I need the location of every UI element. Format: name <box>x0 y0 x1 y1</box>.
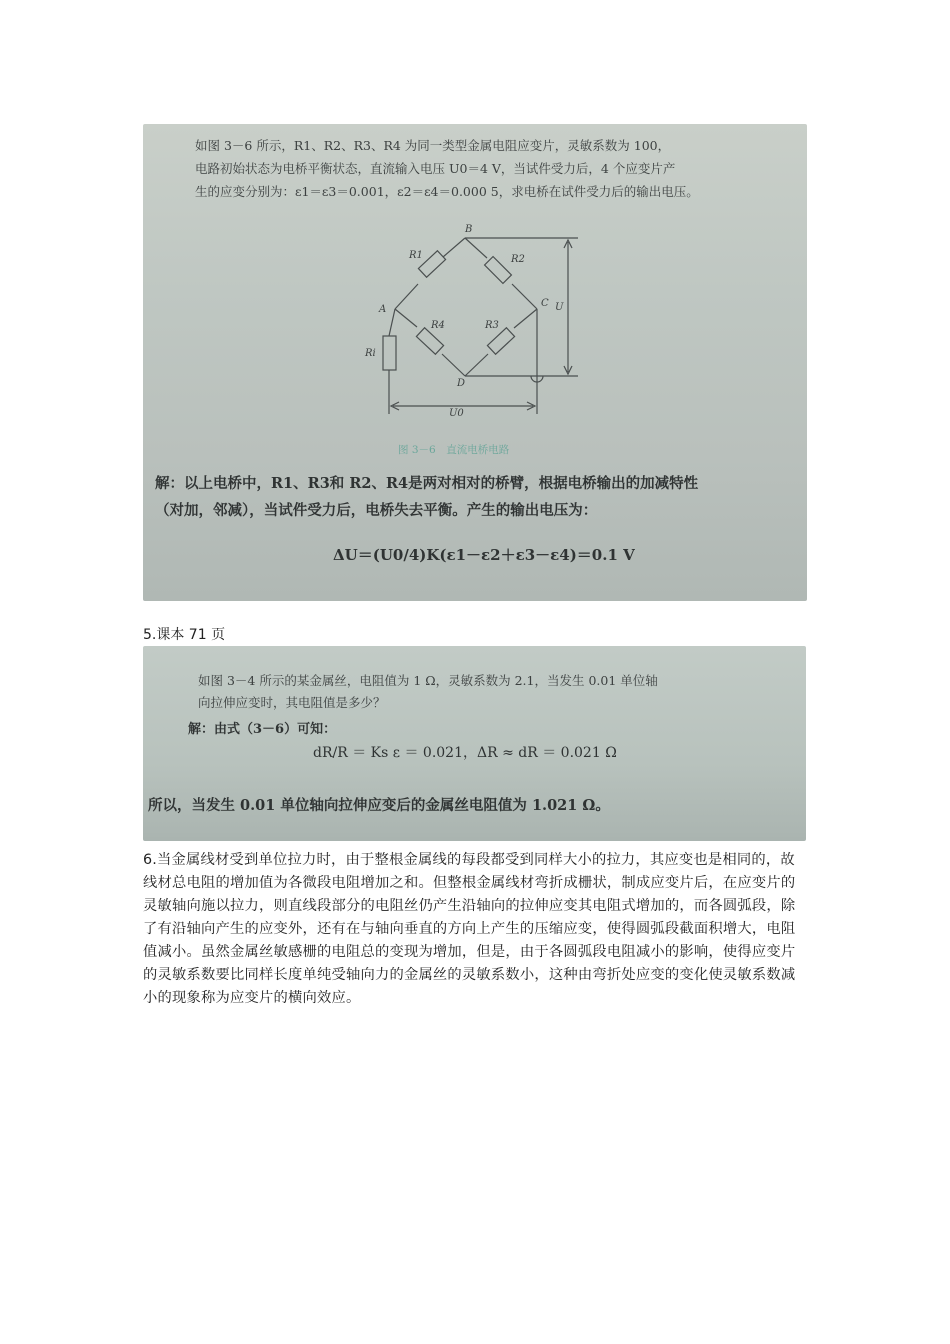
wire <box>465 354 488 376</box>
wire <box>389 309 395 336</box>
label-u: U <box>555 302 564 313</box>
problem-text <box>198 670 658 714</box>
resistor-ri <box>383 336 396 370</box>
wire <box>443 238 465 257</box>
section-6-paragraph <box>143 849 807 1010</box>
node-label-a: A <box>379 304 387 315</box>
resistor-r2 <box>485 257 512 284</box>
problem-line: 如图 3－4 所示的某金属丝，电阻值为 1 Ω，灵敏系数为 2.1，当发生 0.01 单位轴 <box>198 673 658 688</box>
label-u0: U0 <box>449 408 464 419</box>
textbook-photo-bridge-problem <box>143 124 807 601</box>
bridge-circuit-diagram <box>143 124 807 601</box>
label-r1: R1 <box>409 250 423 261</box>
node-label-c: C <box>541 298 549 309</box>
node-label-d: D <box>457 378 466 389</box>
wire <box>514 309 537 328</box>
solution-text: 解：由式（3－6）可知： <box>188 722 337 737</box>
label-r2: R2 <box>511 254 525 265</box>
node-label-b: B <box>465 224 473 235</box>
textbook-photo-wire-problem <box>143 646 806 841</box>
wire <box>512 284 537 309</box>
problem-line: 如图 3－6 所示，R1、R2、R3、R4 为同一类型金属电阻应变片，灵敏系数为 100， <box>195 138 671 153</box>
resistance-formula: dR/R ＝ Ks ε ＝ 0.021，ΔR ≈ dR ＝ 0.021 Ω <box>313 745 617 761</box>
solution-text <box>155 470 698 524</box>
figure-caption: 图 3－6 直流电桥电路 <box>398 444 510 456</box>
label-ri: Ri <box>365 348 376 359</box>
wire <box>442 354 465 376</box>
label-r3: R3 <box>485 320 499 331</box>
output-voltage-formula: ΔU＝(U0/4)K(ε1－ε2＋ε3－ε4)＝0.1 V <box>333 546 635 564</box>
problem-line: 电路初始状态为电桥平衡状态，直流输入电压 U0＝4 V，当试件受力后，4 个应变片产 <box>195 161 676 176</box>
wire <box>465 238 487 258</box>
section-5-label: 5.课本 71 页 <box>143 627 226 643</box>
section-6-text: 6.当金属线材受到单位拉力时，由于整根金属线的每段都受到同样大小的拉力，其应变也是相同的，故线材总电阻的增加值为各微段电阻增加之和。但整根金属线材弯折成栅状，制成应变片后，在应变片的灵敏轴向施以拉力，则直线段部分的电阻丝仍产生沿轴向的拉伸应变其电阻式增加的，而各圆弧段，除了有沿轴向产生的应变外，还有在与轴向垂直的方向上产生的压缩应变，使得圆弧段截面积增大，电阻值减小。虽然金属丝敏感栅的电阻总的变现为增加，但是，由于各圆弧段电阻减小的影响，使得应变片的灵敏系数要比同样长度单纯受轴向力的金属丝的灵敏系数小，这种由弯折处应变的变化使灵敏系数减小的现象称为应变片的横向效应。 <box>143 852 796 1006</box>
solution-line: （对加，邻减），当试件受力后，电桥失去平衡。产生的输出电压为： <box>155 502 598 519</box>
resistor-r4 <box>416 328 443 355</box>
label-r4: R4 <box>431 320 445 331</box>
problem-line: 向拉伸应变时，其电阻值是多少？ <box>198 695 386 710</box>
wire <box>395 284 418 309</box>
problem-line: 生的应变分别为：ε1＝ε3＝0.001，ε2＝ε4＝0.000 5，求电桥在试件受力后的输出电压。 <box>195 184 699 199</box>
resistor-r3 <box>487 328 514 355</box>
solution-line: 解：以上电桥中，R1、R3和 R2、R4是两对相对的桥臂，根据电桥输出的加减特性 <box>155 475 699 492</box>
conclusion-text: 所以，当发生 0.01 单位轴向拉伸应变后的金属丝电阻值为 1.021 Ω。 <box>148 797 610 814</box>
wire <box>395 309 417 327</box>
